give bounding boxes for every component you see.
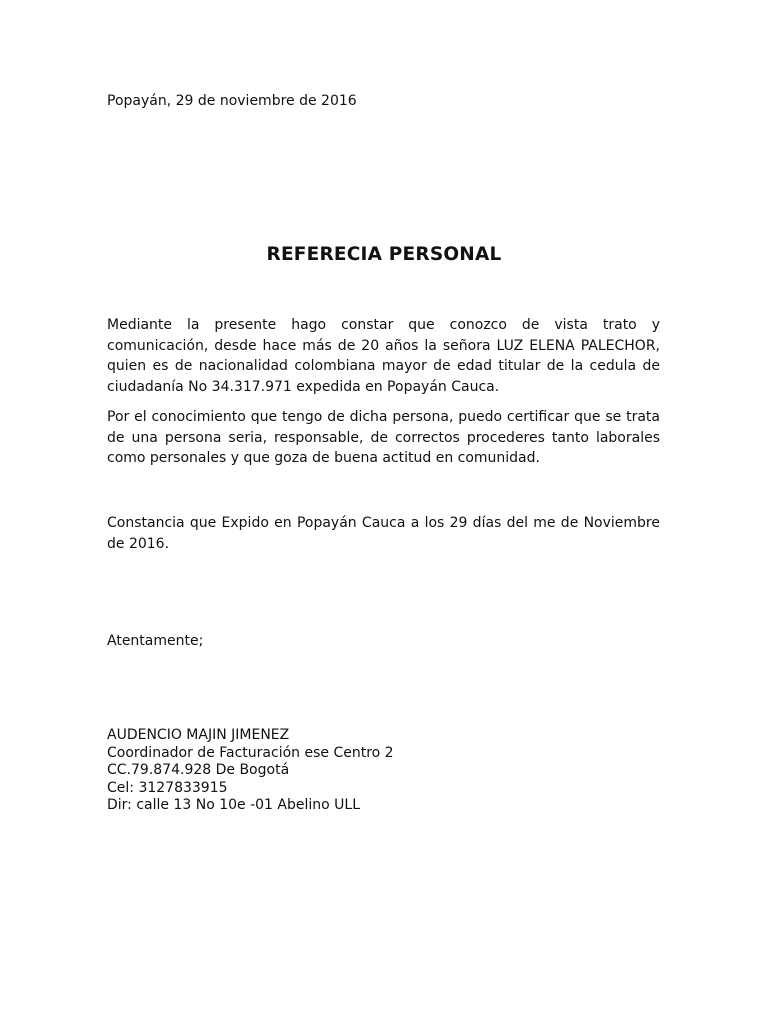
body-paragraph-issuance: Constancia que Expido en Popayán Cauca a los 29 días del me de Noviembre de 2016. bbox=[107, 515, 660, 552]
signature-block bbox=[107, 727, 394, 815]
signer-position: Coordinador de Facturación ese Centro 2 bbox=[107, 744, 394, 761]
body-paragraph-acquaintance: Mediante la presente hago constar que conozco de vista trato y comunicación, desde hace más de 20 años la señora LUZ ELENA PALECHOR, quien es de nacionalidad colombiana mayor de edad titular de la cedula de ciudadanía No 34.317.971 expedida en Popayán Cauca. bbox=[107, 317, 660, 395]
body-paragraph-certification: Por el conocimiento que tengo de dicha persona, puedo certificar que se trata de una persona seria, responsable, de correctos procederes tanto laborales como personales y que goza de buena actitud en comunidad. bbox=[107, 409, 660, 466]
signer-id: CC.79.874.928 De Bogotá bbox=[107, 762, 290, 778]
closing-salutation: Atentamente; bbox=[107, 633, 204, 649]
document-title: REFERECIA PERSONAL bbox=[266, 244, 502, 265]
signer-phone: Cel: 3127833915 bbox=[107, 779, 228, 796]
signer-name: AUDENCIO MAJIN JIMENEZ bbox=[107, 727, 290, 743]
date-line: Popayán, 29 de noviembre de 2016 bbox=[107, 93, 357, 109]
signer-address: Dir: calle 13 No 10e -01 Abelino ULL bbox=[107, 797, 361, 813]
